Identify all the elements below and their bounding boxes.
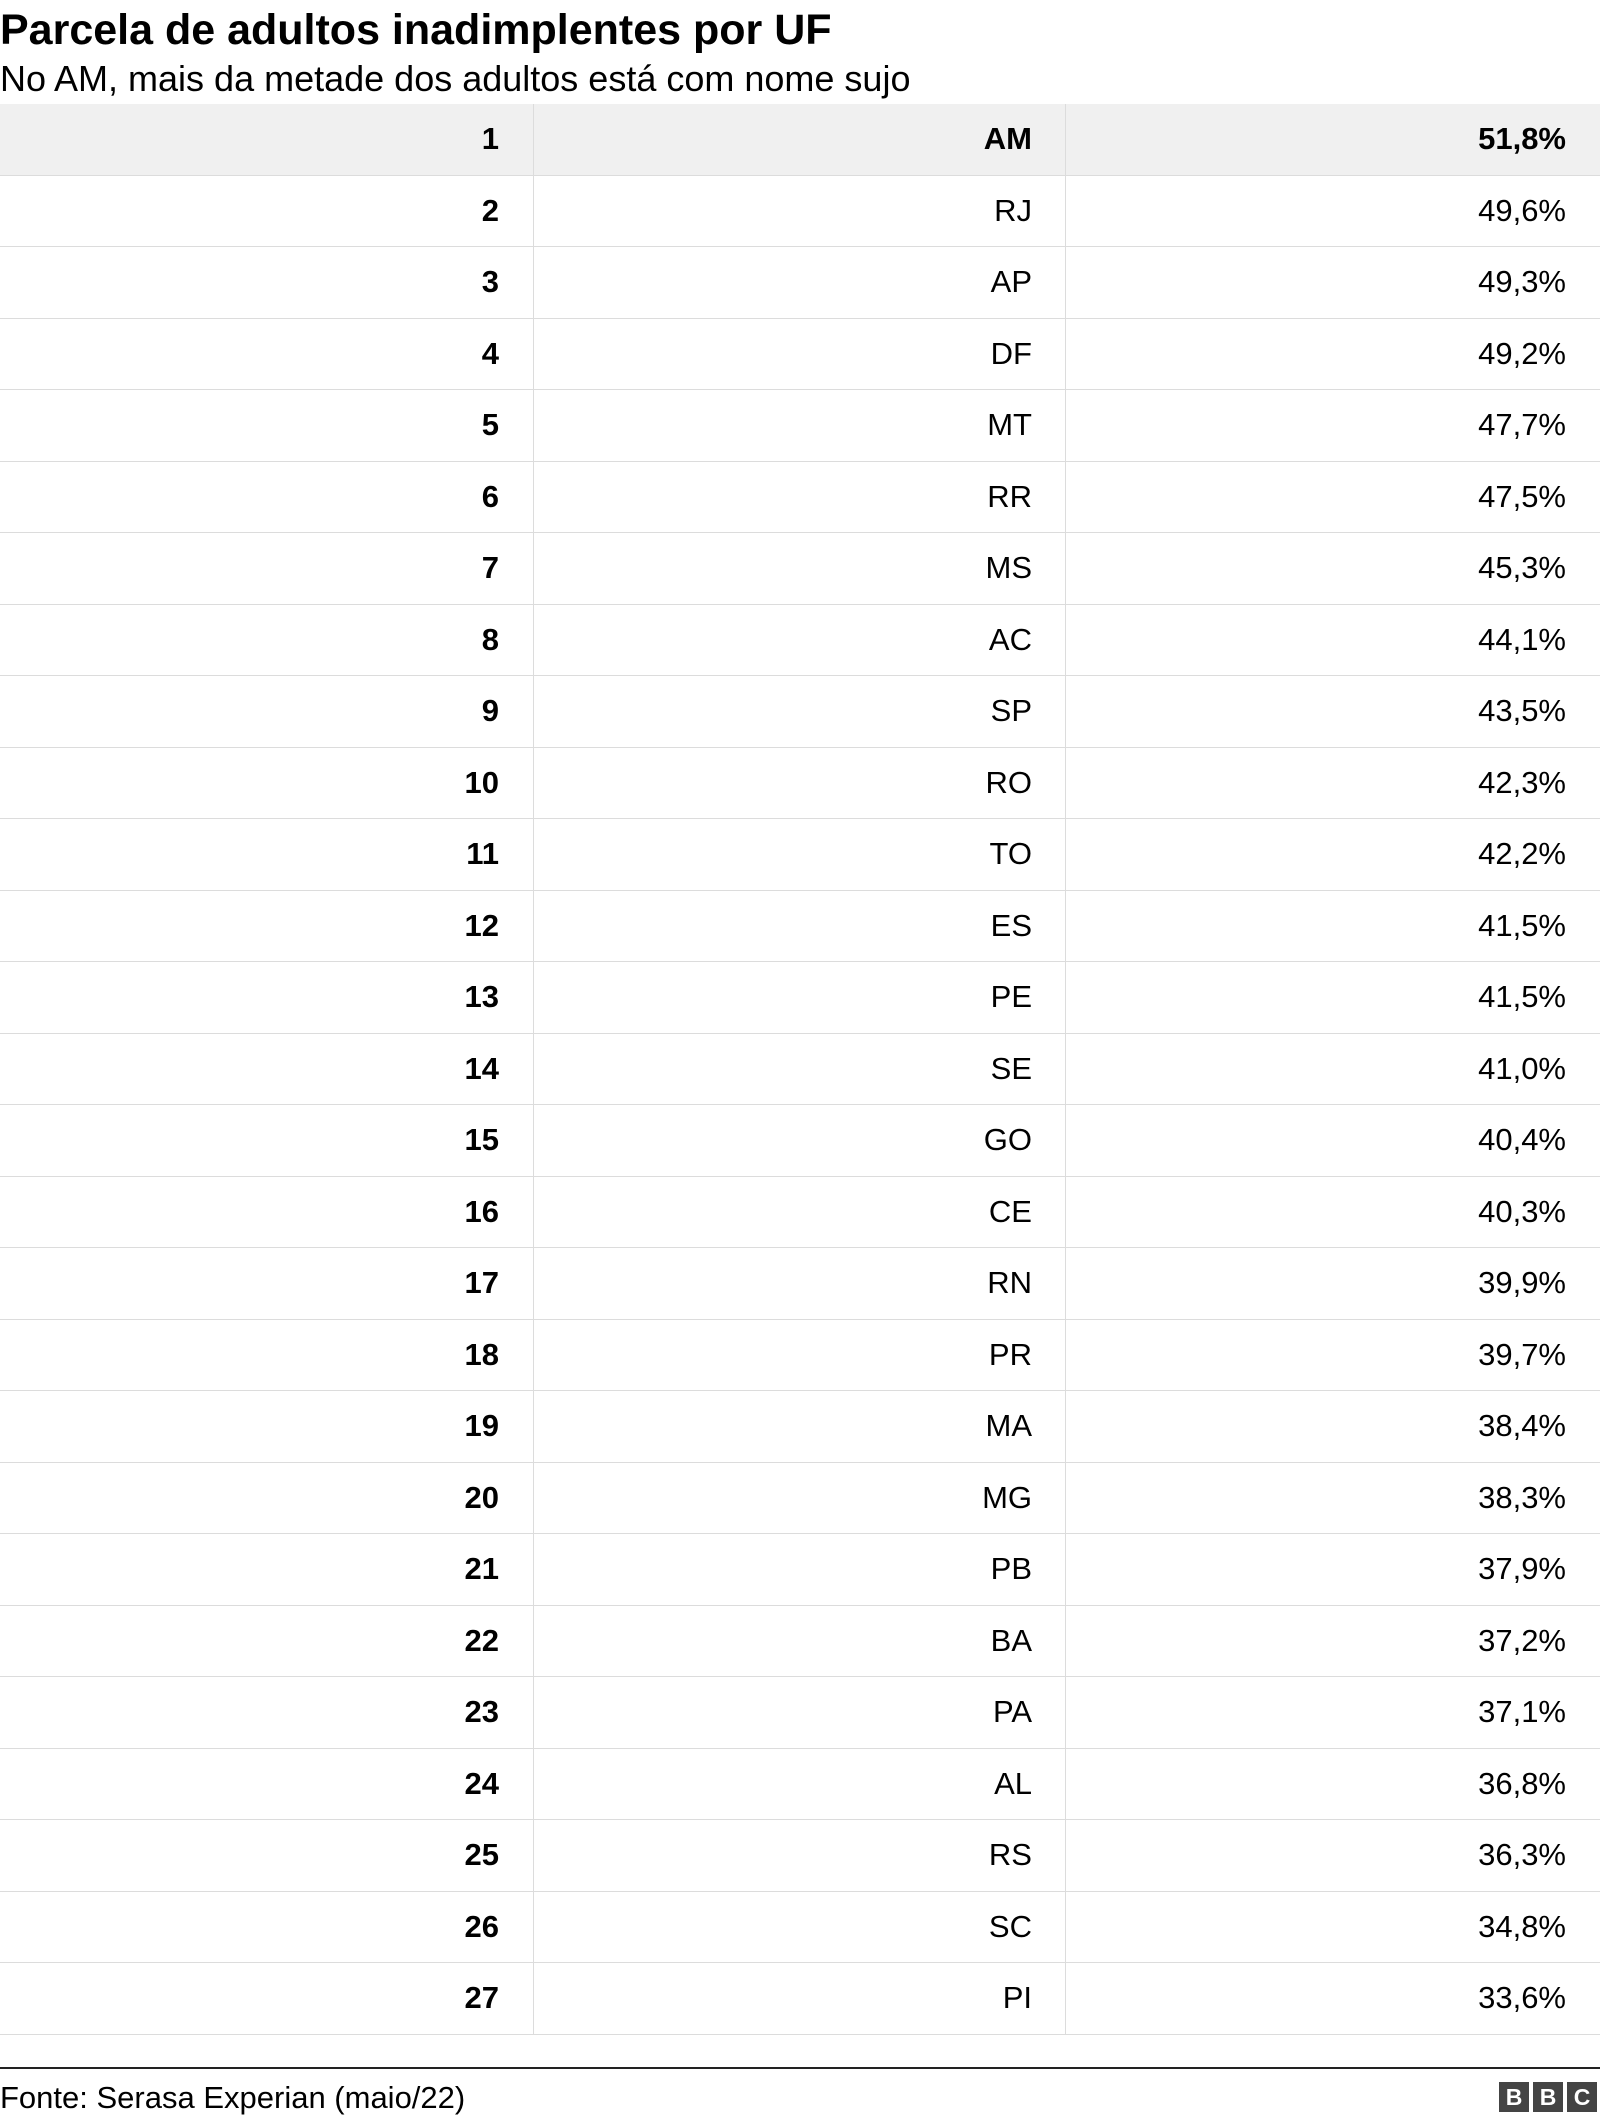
uf-cell: AM	[534, 104, 1066, 175]
value-cell: 47,5%	[1478, 478, 1566, 514]
value-cell: 49,2%	[1478, 335, 1566, 371]
value-cell: 36,3%	[1478, 1837, 1566, 1873]
table-row	[0, 390, 1600, 462]
uf-cell: AL	[534, 1749, 1066, 1820]
rank-cell: 18	[0, 1320, 534, 1391]
value-cell: 42,3%	[1478, 764, 1566, 800]
table-row	[0, 819, 1600, 891]
uf-cell: PA	[534, 1677, 1066, 1748]
table-row	[0, 1105, 1600, 1177]
uf-cell: ES	[534, 891, 1066, 962]
uf-cell: RJ	[534, 176, 1066, 247]
rank-cell: 14	[0, 1034, 534, 1105]
table-row	[0, 1177, 1600, 1249]
table-row	[0, 176, 1600, 248]
uf-cell: MT	[534, 390, 1066, 461]
rank-cell: 27	[0, 1963, 534, 2034]
uf-cell: MS	[534, 533, 1066, 604]
bbc-logo	[1499, 2082, 1597, 2112]
table-row	[0, 748, 1600, 820]
uf-cell: AC	[534, 605, 1066, 676]
rank-cell: 6	[0, 462, 534, 533]
rank-cell: 22	[0, 1606, 534, 1677]
table-row	[0, 605, 1600, 677]
ranking-table	[0, 104, 1600, 2035]
table-row	[0, 1892, 1600, 1964]
rank-cell: 24	[0, 1749, 534, 1820]
rank-cell: 21	[0, 1534, 534, 1605]
value-cell: 38,4%	[1478, 1408, 1566, 1444]
footer-divider	[0, 2067, 1600, 2069]
value-cell: 41,5%	[1478, 979, 1566, 1015]
table-row	[0, 104, 1600, 176]
chart-title: Parcela de adultos inadimplentes por UF	[0, 6, 832, 54]
table-row	[0, 1963, 1600, 2035]
rank-cell: 20	[0, 1463, 534, 1534]
table-row	[0, 1534, 1600, 1606]
table-row	[0, 247, 1600, 319]
value-cell: 33,6%	[1478, 1980, 1566, 2016]
uf-cell: SC	[534, 1892, 1066, 1963]
rank-cell: 10	[0, 748, 534, 819]
rank-cell: 3	[0, 247, 534, 318]
table-row	[0, 1749, 1600, 1821]
rank-cell: 15	[0, 1105, 534, 1176]
value-cell: 49,3%	[1478, 264, 1566, 300]
table-row	[0, 1248, 1600, 1320]
rank-cell: 25	[0, 1820, 534, 1891]
rank-cell: 11	[0, 819, 534, 890]
rank-cell: 19	[0, 1391, 534, 1462]
value-cell: 39,9%	[1478, 1265, 1566, 1301]
table-row	[0, 533, 1600, 605]
uf-cell: RO	[534, 748, 1066, 819]
uf-cell: BA	[534, 1606, 1066, 1677]
table-row	[0, 1463, 1600, 1535]
uf-cell: PE	[534, 962, 1066, 1033]
uf-cell: MG	[534, 1463, 1066, 1534]
rank-cell: 23	[0, 1677, 534, 1748]
value-cell: 49,6%	[1478, 192, 1566, 228]
value-cell: 42,2%	[1478, 836, 1566, 872]
value-cell: 43,5%	[1478, 693, 1566, 729]
uf-cell: MA	[534, 1391, 1066, 1462]
value-cell: 34,8%	[1478, 1908, 1566, 1944]
rank-cell: 13	[0, 962, 534, 1033]
table-row	[0, 462, 1600, 534]
uf-cell: SE	[534, 1034, 1066, 1105]
table-row	[0, 962, 1600, 1034]
table-row	[0, 891, 1600, 963]
rank-cell: 8	[0, 605, 534, 676]
value-cell: 40,3%	[1478, 1193, 1566, 1229]
rank-cell: 9	[0, 676, 534, 747]
value-cell: 45,3%	[1478, 550, 1566, 586]
logo-block: B	[1499, 2082, 1529, 2112]
value-cell: 44,1%	[1478, 621, 1566, 657]
uf-cell: DF	[534, 319, 1066, 390]
table-row	[0, 319, 1600, 391]
uf-cell: SP	[534, 676, 1066, 747]
table-row	[0, 1677, 1600, 1749]
value-cell: 41,0%	[1478, 1050, 1566, 1086]
chart-subtitle: No AM, mais da metade dos adultos está com nome sujo	[0, 58, 911, 99]
rank-cell: 26	[0, 1892, 534, 1963]
uf-cell: RS	[534, 1820, 1066, 1891]
table-row	[0, 1606, 1600, 1678]
rank-cell: 5	[0, 390, 534, 461]
rank-cell: 12	[0, 891, 534, 962]
uf-cell: PI	[534, 1963, 1066, 2034]
uf-cell: RN	[534, 1248, 1066, 1319]
value-cell: 47,7%	[1478, 407, 1566, 443]
uf-cell: TO	[534, 819, 1066, 890]
uf-cell: PB	[534, 1534, 1066, 1605]
logo-block: C	[1567, 2082, 1597, 2112]
table-row	[0, 676, 1600, 748]
uf-cell: AP	[534, 247, 1066, 318]
table-row	[0, 1391, 1600, 1463]
value-cell: 51,8%	[1478, 121, 1566, 157]
source-note: Fonte: Serasa Experian (maio/22)	[0, 2080, 466, 2115]
rank-cell: 17	[0, 1248, 534, 1319]
value-cell: 37,9%	[1478, 1551, 1566, 1587]
value-cell: 37,1%	[1478, 1694, 1566, 1730]
uf-cell: RR	[534, 462, 1066, 533]
uf-cell: CE	[534, 1177, 1066, 1248]
uf-cell: PR	[534, 1320, 1066, 1391]
rank-cell: 4	[0, 319, 534, 390]
rank-cell: 7	[0, 533, 534, 604]
value-cell: 39,7%	[1478, 1336, 1566, 1372]
value-cell: 38,3%	[1478, 1479, 1566, 1515]
table-row	[0, 1320, 1600, 1392]
logo-block: B	[1533, 2082, 1563, 2112]
value-cell: 37,2%	[1478, 1622, 1566, 1658]
rank-cell: 1	[0, 104, 534, 175]
rank-cell: 16	[0, 1177, 534, 1248]
rank-cell: 2	[0, 176, 534, 247]
table-row	[0, 1034, 1600, 1106]
value-cell: 41,5%	[1478, 907, 1566, 943]
value-cell: 40,4%	[1478, 1122, 1566, 1158]
table-row	[0, 1820, 1600, 1892]
value-cell: 36,8%	[1478, 1765, 1566, 1801]
uf-cell: GO	[534, 1105, 1066, 1176]
